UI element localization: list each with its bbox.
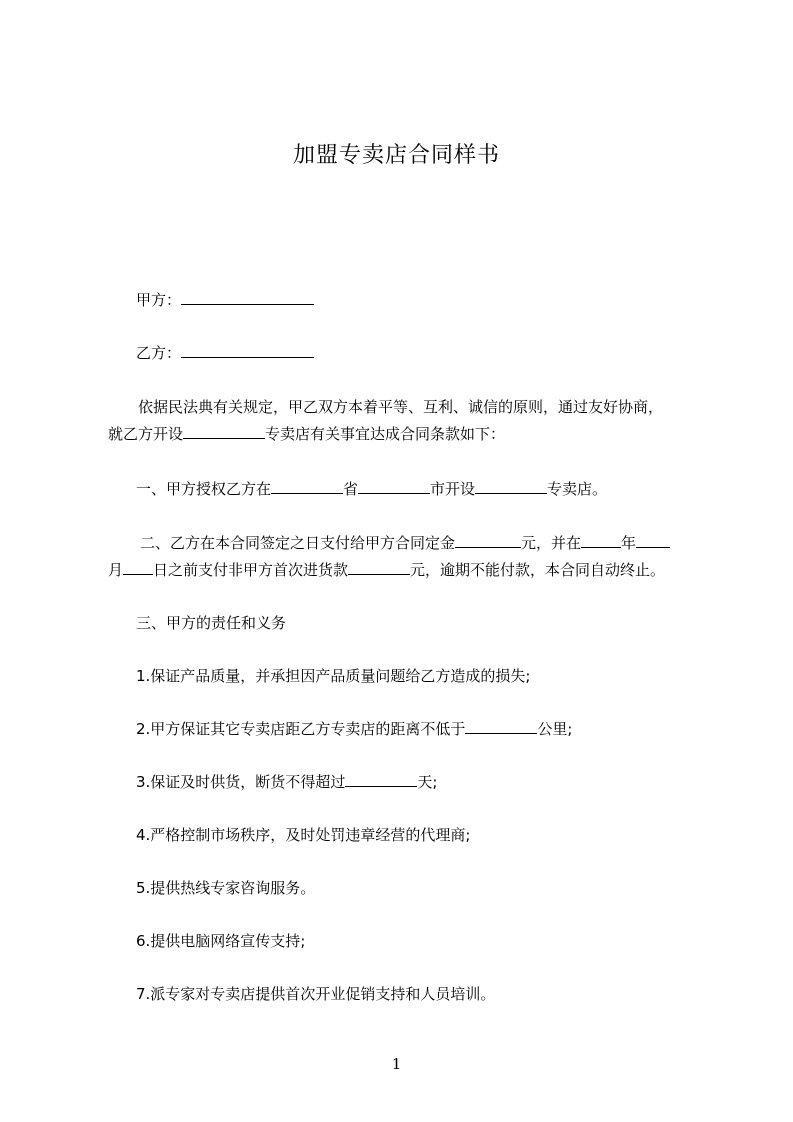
- document-title: 加盟专卖店合同样书: [292, 143, 500, 168]
- party-a-line: [136, 289, 736, 311]
- clause-2-blank-month: [636, 532, 670, 548]
- preamble-line-2: [108, 423, 708, 445]
- item-4: 4.严格控制市场秩序，及时处罚违章经营的代理商;: [136, 826, 471, 844]
- item-1: 1.保证产品质量，并承担因产品质量问题给乙方造成的损失;: [136, 667, 531, 685]
- party-a-blank: [181, 289, 314, 305]
- clause-2-text-d: 月: [108, 561, 124, 579]
- clause-1: [136, 478, 736, 500]
- clause-1-text-b: 省: [343, 480, 359, 498]
- preamble-text-b: 专卖店有关事宜达成合同条款如下：: [265, 425, 506, 443]
- clause-3-heading: 三、甲方的责任和义务: [136, 614, 287, 632]
- clause-1-text-a: 一、甲方授权乙方在: [136, 480, 272, 498]
- clause-2-text-e: 日之前支付非甲方首次进货款: [153, 561, 349, 579]
- clause-2-line-2: [108, 559, 708, 581]
- clause-2-text-c: 年: [621, 534, 637, 552]
- preamble-text-a: 就乙方开设: [108, 425, 184, 443]
- clause-2-blank-day: [123, 559, 153, 575]
- party-b-line: [136, 342, 736, 364]
- clause-1-blank-province: [271, 478, 343, 494]
- clause-1-blank-city: [358, 478, 430, 494]
- clause-2-blank-year: [581, 532, 621, 548]
- party-b-label: 乙方：: [136, 344, 182, 362]
- item-3-text-a: 3.保证及时供货，断货不得超过: [136, 773, 346, 791]
- clause-2-blank-payment: [348, 559, 410, 575]
- clause-2-text-b: 元，并在: [521, 534, 582, 552]
- clause-2-text-f: 元，逾期不能付款，本合同自动终止。: [410, 561, 666, 579]
- item-3: [136, 771, 736, 793]
- preamble-line-1: 依据民法典有关规定，甲乙双方本着平等、互利、诚信的原则，通过友好协商，: [138, 398, 664, 416]
- item-3-text-b: 天;: [417, 773, 438, 791]
- clause-1-blank-store: [475, 478, 547, 494]
- item-3-blank: [345, 771, 417, 787]
- clause-1-text-d: 专卖店。: [547, 480, 608, 498]
- clause-2-line-1: [140, 532, 740, 554]
- item-2-text-a: 2.甲方保证其它专卖店距乙方专卖店的距离不低于: [136, 720, 466, 738]
- item-2-blank: [465, 718, 537, 734]
- clause-2-blank-deposit: [455, 532, 521, 548]
- item-2-text-b: 公里;: [537, 720, 573, 738]
- item-6: 6.提供电脑网络宣传支持;: [136, 932, 306, 950]
- party-b-blank: [181, 342, 314, 358]
- page-number: 1: [391, 1055, 402, 1073]
- clause-1-text-c: 市开设: [430, 480, 476, 498]
- party-a-label: 甲方：: [136, 291, 182, 309]
- item-7: 7.派专家对专卖店提供首次开业促销支持和人员培训。: [136, 985, 496, 1003]
- item-2: [136, 718, 736, 740]
- item-5: 5.提供热线专家咨询服务。: [136, 879, 316, 897]
- clause-2-text-a: 二、乙方在本合同签定之日支付给甲方合同定金: [140, 534, 456, 552]
- preamble-blank: [183, 423, 265, 439]
